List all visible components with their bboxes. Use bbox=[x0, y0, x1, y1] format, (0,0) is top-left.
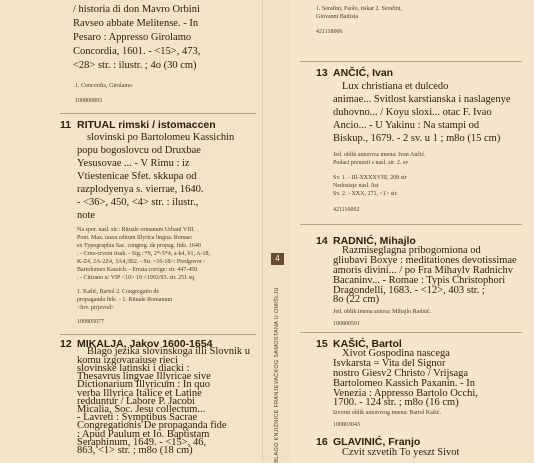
note-line: Na spor. nasl. str.: Rituale romanum Urbani VIII. bbox=[77, 227, 195, 233]
record-id: 100803043 bbox=[333, 422, 360, 429]
note-line: Nedostaje nasl. list bbox=[333, 183, 379, 189]
entry-number: 15 bbox=[316, 337, 328, 350]
text-line: : Apud Paulum et Io. Baptistam bbox=[77, 428, 210, 440]
entry-number: 13 bbox=[316, 67, 328, 79]
note-line: 1. Concordia, Girolamo bbox=[75, 83, 132, 89]
text-line: 8o (22 cm) bbox=[333, 294, 380, 306]
text-line: <28> str. : ilustr. ; 4o (30 cm) bbox=[73, 60, 197, 71]
spine-text: BLAGO KNJIŽNICE FRANJEVAČKOG SAMOSTANA U OMIŠLJU bbox=[274, 287, 280, 463]
text-line: nostro Giesv2 Christo / Vrijsaga bbox=[333, 368, 469, 379]
text-line: redduntur / Labore P. Jacobi bbox=[77, 395, 196, 407]
text-line: Dictionarium Illyricum : In quo bbox=[77, 379, 210, 391]
note-line: Giovanni Battista bbox=[316, 14, 359, 20]
record-id: 100800893 bbox=[75, 98, 102, 104]
text-line: animae... Svitlost karstianska i naslagenye bbox=[333, 94, 511, 105]
note-line: . - Citirano u: VIP <10> 19 <1992/93. str. 251 sq. bbox=[77, 275, 196, 281]
divider bbox=[300, 332, 522, 333]
text-line: Xivot Gospodina nascega bbox=[342, 348, 450, 360]
book-gutter bbox=[262, 0, 292, 462]
text-line: Ancio... - U Yakinu : Na stampi od bbox=[333, 120, 480, 131]
note-line: Bartolomeo Kassich. - Errata corrige: str. 447-450 bbox=[77, 267, 198, 273]
text-line: popu bogoslovcu od Druxbae bbox=[77, 145, 201, 156]
text-line: Razmiseglagna pribogomiona od bbox=[342, 245, 481, 257]
divider bbox=[60, 113, 256, 114]
text-line: Congregationis De propaganda fide bbox=[77, 420, 227, 432]
text-line: Ravseo abbate Melitense. - In bbox=[73, 18, 199, 29]
note-line: Jed. oblik autorova imena: Ivan Ančić. bbox=[333, 152, 426, 158]
record-id: 100805077 bbox=[77, 319, 104, 325]
entry-heading: RITUAL rimski / istomaccen bbox=[77, 119, 216, 131]
text-line: Concordia, 1601. - <15>, 473, bbox=[73, 46, 201, 57]
text-line: Biskup., 1679. - 2 sv. u 1 ; m8o (15 cm) bbox=[333, 133, 501, 144]
text-line: Vtiestenicae Sfet. skkupa od bbox=[77, 171, 197, 182]
divider bbox=[300, 224, 522, 225]
text-line: verba Illyrica Italice et Latine bbox=[77, 387, 202, 399]
entry-heading: GLAVINIĆ, Franjo bbox=[333, 436, 421, 449]
note-line: . - Crno-crveni tisak. - Sig.: *S, 2*-5*4, a-k4, b1, A-18, bbox=[77, 251, 210, 257]
right-page bbox=[290, 0, 534, 462]
note-line: <hrv. prijevod> bbox=[77, 305, 115, 311]
text-line: - Lavreti : Symptibus Sacrae bbox=[77, 412, 198, 424]
text-line: Pesaro : Appresso Girolamo bbox=[73, 32, 192, 43]
text-line: Dragondelli, 1683. - <12>, 403 str. ; bbox=[333, 284, 485, 296]
text-line: amoris divini... / po Fra Mihaylv Radnichv bbox=[333, 264, 513, 276]
entry-number: 14 bbox=[316, 234, 328, 247]
entry-heading: RADNIĆ, Mihajlo bbox=[333, 234, 416, 247]
text-line: note bbox=[77, 210, 96, 221]
text-line: slovinske latinski i diacki : bbox=[77, 362, 190, 374]
note-line: 1. Kašić, Bartol 2. Congregatio de bbox=[77, 289, 159, 295]
entry-number: 16 bbox=[316, 436, 328, 449]
text-line: gliubavi Boxye : meditationes devotissimae bbox=[333, 255, 517, 267]
text-line: 863, <1> str. ; m8o (18 cm) bbox=[77, 445, 193, 456]
text-line: razplodyenya s. vierrae, 1640. bbox=[77, 184, 204, 195]
divider bbox=[300, 61, 522, 62]
left-page bbox=[0, 0, 262, 462]
note-line: Podaci preuzeti s nasl. str. 2. sv bbox=[333, 160, 409, 166]
text-line: Lux christiana et dulcedo bbox=[342, 81, 449, 92]
text-line: slovinski po Bartolomeu Kassichin bbox=[87, 132, 235, 143]
text-line: Yesusovae ... - V Rimu : iz bbox=[77, 158, 190, 169]
divider bbox=[60, 334, 256, 335]
text-line: Czvit szvetih To yeszt Sivot bbox=[342, 447, 460, 458]
note-line: Izvorni oblik autorovog imena: Bartol Kašić. bbox=[333, 410, 441, 417]
note-line: K-Z4, 2A-2Z4, 3A4,3B2. - Str. <16-18>: Predgovor / bbox=[77, 259, 206, 265]
page-number: 4 bbox=[271, 253, 284, 265]
text-line: Blago jezika slovinskoga illi Slovnik u bbox=[87, 346, 251, 358]
text-line: Bacaninv... - Romae : Typis Christophori bbox=[333, 274, 506, 286]
note-line: Jed. oblik imena autora: Mihajlo Radnić. bbox=[333, 309, 432, 316]
text-line: Micalia, Soc. Jesu collectum... bbox=[77, 403, 206, 415]
note-line: 1. Serafini, Paolo, tiskar 2. Serafini, bbox=[316, 6, 402, 12]
entry-heading: ANČIĆ, Ivan bbox=[333, 67, 394, 79]
text-line: Isvkarsta = Vita del Signor bbox=[333, 358, 446, 370]
record-id: 421116002 bbox=[333, 207, 360, 213]
entry-heading: MIKALJA, Jakov 1600-1654 bbox=[77, 337, 213, 350]
text-line: / historia di don Mavro Orbini bbox=[73, 4, 200, 15]
text-line: Venezia : Appresso Bartolo Occhi, bbox=[333, 387, 478, 399]
entry-heading: KAŠIĆ, Bartol bbox=[333, 337, 402, 350]
record-id: 100800501 bbox=[333, 321, 360, 328]
record-id: 421118006 bbox=[316, 29, 343, 35]
note-line: Sv. 2. - XXX, 271, <1> str. bbox=[333, 191, 398, 197]
spine-title bbox=[265, 287, 289, 463]
text-line: Bartolomeo Kassich Paxanin. - In bbox=[333, 377, 476, 389]
text-line: - <36>, 450, <4> str. : ilustr., bbox=[77, 197, 199, 208]
note-line: ex Typographia Sac. congreg. de propag. fide. 1640 bbox=[77, 243, 201, 249]
text-line: Thesavrus lingvae Illyricae sive bbox=[77, 371, 211, 382]
entry-number: 12 bbox=[60, 337, 72, 350]
text-line: duhovno... / Koyu sloxi... otac F. Ivao bbox=[333, 107, 492, 118]
text-line: Seraphinum, 1649. - <15>, 46, bbox=[77, 436, 207, 448]
text-line: 1700. - 124 str. ; m8o (16 cm) bbox=[333, 397, 459, 409]
text-line: komu izgovaraiuse rieci bbox=[77, 354, 178, 366]
entry-number: 11 bbox=[60, 119, 72, 131]
note-line: Pont. Max. iussu editum Illyrica lingua. Romae: bbox=[77, 235, 193, 241]
note-line: Sv. 1. - III-XXXXVIII, 208 str bbox=[333, 175, 407, 181]
note-line: propaganda fide. - 1. Rituale Romanum bbox=[77, 297, 173, 303]
